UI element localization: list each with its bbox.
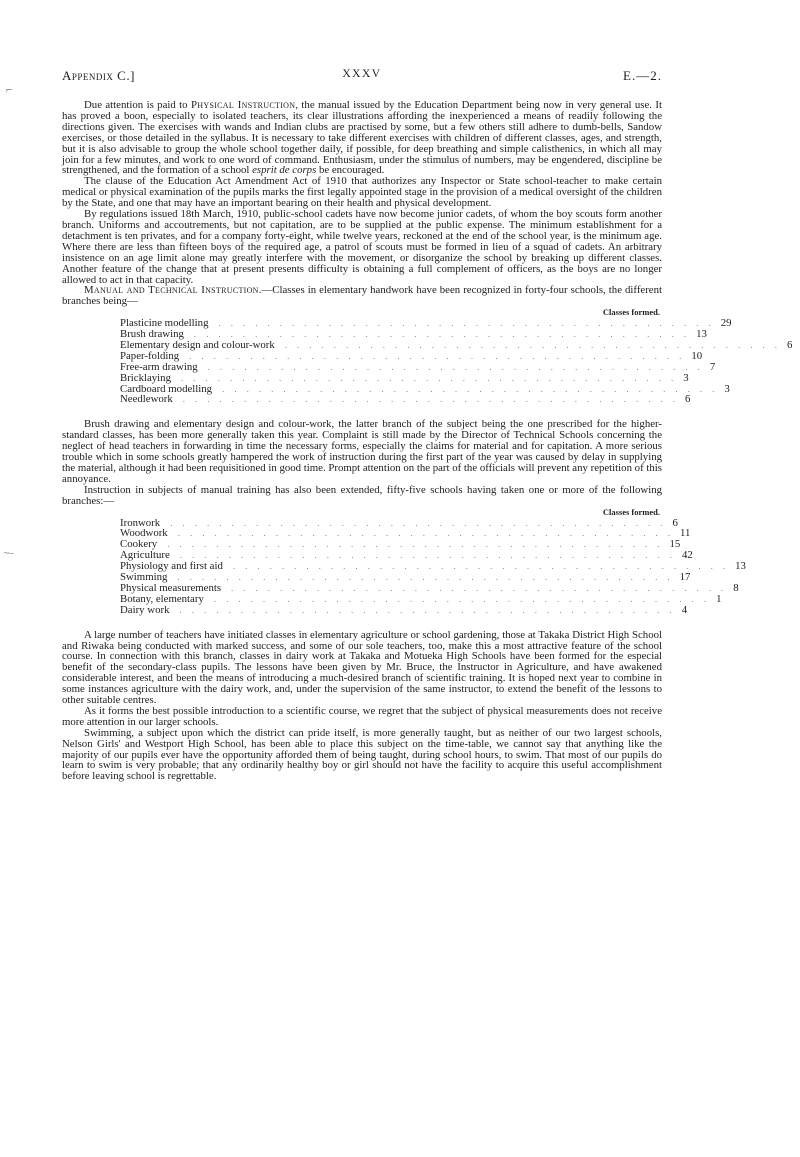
- leader-dots: .........................................: [284, 340, 788, 350]
- row-label: Needlework: [120, 393, 173, 406]
- spacer: [62, 616, 662, 630]
- header-document-code: E.—2.: [623, 68, 662, 83]
- section-heading-manual-technical: Manual and Technical Instruction: [84, 284, 259, 297]
- row-label: Physiology and first aid: [120, 560, 223, 573]
- row-label: Brush drawing: [120, 328, 184, 341]
- row-label: Swimming: [120, 571, 168, 584]
- row-label: Physical measurements: [120, 581, 222, 594]
- italic-phrase: esprit de corps: [252, 164, 317, 177]
- page-header: [62, 68, 662, 88]
- row-label: Free-arm drawing: [120, 360, 198, 373]
- paragraph-manual-training: Instruction in subjects of manual training has also been extended, fifty-five schools having taken one or more of the following branches:—: [62, 483, 662, 507]
- row-value: 3: [724, 382, 730, 395]
- leader-dots: .........................................: [180, 372, 684, 383]
- paragraph-brush-drawing: Brush drawing and elementary design and colour-work, the latter branch of the subject being the one prescribed for the higher-standard classes, has been more generally taken this year. Complaint is still made by the Director of Technical Schools concerning the neglect of head teachers in forwarding in time the necessary forms, especially the claims for material and for capitation. A more serious trouble which in some schools greatly hampered the work of instruction during the first part of the year was caused by delay in supplying the material, although it had been requisitioned in good time. Prompt attention on the part of the officials will prevent any repetition of this annoyance.: [62, 418, 662, 485]
- row-label: Bricklaying: [120, 371, 171, 384]
- table-row: [62, 393, 691, 406]
- paragraph-swimming: Swimming, a subject upon which the district can pride itself, is more generally taught, but as neither of our two largest schools, Nelson Girls' and Westport High School, has been able to place this subject on the time-table, we cannot say that anything like the majority of our pupils ever have the opportunity afforded them of being taught, during school hours, to swim. That most of our pupils do learn to swim is very probable; that any ordinarily healthy boy or girl should not have the facility to acquire this useful accomplishment before leaving school is regrettable.: [62, 726, 662, 783]
- row-label: Cookery: [120, 538, 158, 551]
- handwork-classes-table: [62, 307, 793, 406]
- row-value: 29: [720, 317, 732, 330]
- leader-dots: .........................................: [232, 561, 736, 572]
- row-label: Woodwork: [120, 527, 168, 540]
- row-value: 10: [691, 349, 703, 362]
- row-label: Agriculture: [120, 549, 170, 562]
- row-label: Elementary design and colour-work: [120, 339, 275, 351]
- leader-dots: .........................................: [167, 539, 670, 550]
- leader-dots: .........................................: [179, 604, 682, 615]
- leader-dots: .........................................: [182, 394, 686, 405]
- row-value: 13: [735, 560, 746, 573]
- leader-dots: .........................................: [193, 329, 697, 340]
- margin-bracket-mark: ⌐: [6, 84, 13, 96]
- margin-dash-mark: ~–: [4, 548, 14, 558]
- leader-dots: .........................................: [170, 517, 673, 528]
- row-value: 13: [696, 328, 707, 341]
- leader-dots: .........................................: [177, 572, 680, 583]
- spacer: [62, 405, 662, 419]
- table-row: [62, 603, 688, 616]
- row-value: 6: [672, 516, 678, 529]
- row-value: 7: [709, 360, 716, 373]
- text-segment: .—Classes in elementary handwork have been recognized in forty-four schools, the different branches being—: [62, 284, 662, 308]
- row-value: 42: [682, 549, 693, 562]
- row-value: 15: [669, 538, 681, 551]
- text-segment: Due attention is paid to: [84, 99, 191, 111]
- paragraph-education-act: The clause of the Education Act Amendment Act of 1910 that authorizes any Inspector or State school-teacher to make certain medical or physical examination of the pupils marks the first legally appointed stage in the provision of a medical oversight of the children by the State, and one that may have an important bearing on their health and physical development.: [62, 175, 662, 210]
- header-page-number: XXXV: [342, 68, 382, 80]
- leader-dots: .........................................: [179, 550, 683, 561]
- row-value: 17: [679, 571, 691, 584]
- row-value: 1: [716, 592, 722, 605]
- row-label: Dairy work: [120, 603, 170, 616]
- row-label: Botany, elementary: [120, 592, 204, 605]
- leader-dots: .........................................: [231, 582, 734, 593]
- row-label: Plasticine modelling: [120, 317, 209, 330]
- row-value: 6: [787, 339, 793, 351]
- leader-dots: .........................................: [213, 593, 717, 604]
- paragraph-physical-measurements: As it forms the best possible introduction to a scientific course, we regret that the subject of physical measurements does not receive more attention in our larger schools.: [62, 704, 662, 728]
- leader-dots: .........................................: [177, 528, 680, 539]
- row-label: Paper-folding: [120, 349, 180, 362]
- text-segment: be encouraged.: [316, 164, 385, 177]
- header-appendix-label: Appendix C.]: [62, 68, 135, 83]
- row-value: 8: [733, 581, 739, 594]
- table-column-header: Classes formed.: [602, 506, 660, 517]
- section-heading-physical-instruction: Physical Instruction: [190, 99, 296, 111]
- row-value: 3: [683, 371, 689, 384]
- row-label: Ironwork: [120, 516, 161, 529]
- leader-dots: .........................................: [222, 383, 725, 394]
- row-label: Cardboard modelling: [120, 382, 213, 395]
- leader-dots: .........................................: [218, 318, 721, 329]
- document-body: [62, 99, 793, 783]
- paragraph-physical-instruction: [62, 100, 662, 176]
- row-value: 4: [681, 603, 688, 616]
- paragraph-agriculture: A large number of teachers have initiated classes in elementary agriculture or school gardening, those at Takaka District High School and Riwaka being conducted with marked success, and some of our sole teachers, too, make this a most attractive feature of the school course. In connection with this branch, classes in dairy work at Takaka and Motueka High Schools have been formed for the especial benefit of the secondary-class pupils. The lessons have been given by Mr. Bruce, the Instructor in Agriculture, and have awakened considerable interest, and been the means of introducing a much-desired branch of scientific training. It is hoped next year to combine in some instances agriculture with the dairy work, and, under the supervision of the same instructor, to extend the benefit of the lessons to other suitable centres.: [62, 628, 662, 707]
- table-row: [62, 371, 689, 384]
- row-value: 11: [679, 527, 691, 540]
- table-column-header: Classes formed.: [602, 307, 660, 318]
- paragraph-cadets: By regulations issued 18th March, 1910, public-school cadets have now become junior cadets, of whom the boy scouts form another branch. Uniforms and accoutrements, but not capitation, are to be supplied at the public expense. The minimum establishment for a detachment is ten privates, and for a company forty-eight, while twelve years, reckoned at the end of the school year, is the minimum age. Where there are less than fifteen boys of the required age, a patrol of scouts must be formed in lieu of a squad of cadets. An arbitrary insistence on an age limit alone may greatly interfere with the movement, or disorganize the school by breaking up different classes. Another feature of the change that at present presents difficulty is obtaining a full complement of officers, as the boys are no longer allowed to act in that capacity.: [62, 208, 662, 286]
- paragraph-manual-technical: [62, 285, 662, 307]
- leader-dots: .........................................: [207, 361, 710, 372]
- text-segment: , the manual issued by the Education Department being now in very general use. It has proved a boon, especially to isolated teachers, its clear illustrations affording the inexperienced a means of readily following the directions given. The exercises with wands and Indian clubs are practised by some, but a few others still adhere to dumb-bells, Sandow exercises, or those detailed in the syllabus. It is necessary to take different exercises with children of different classes, ages, and strength, but it is also advisable to group the whole school together daily, if possible, for deep breathing and simple calisthenics, in which all may join for a few minutes, and work to one word of command. Enthusiasm, under the stimulus of numbers, may be engendered, discipline be strengthened, and the formation of a school: [62, 99, 662, 177]
- manual-training-classes-table: [62, 506, 746, 616]
- row-value: 6: [685, 393, 691, 406]
- leader-dots: .........................................: [189, 350, 692, 361]
